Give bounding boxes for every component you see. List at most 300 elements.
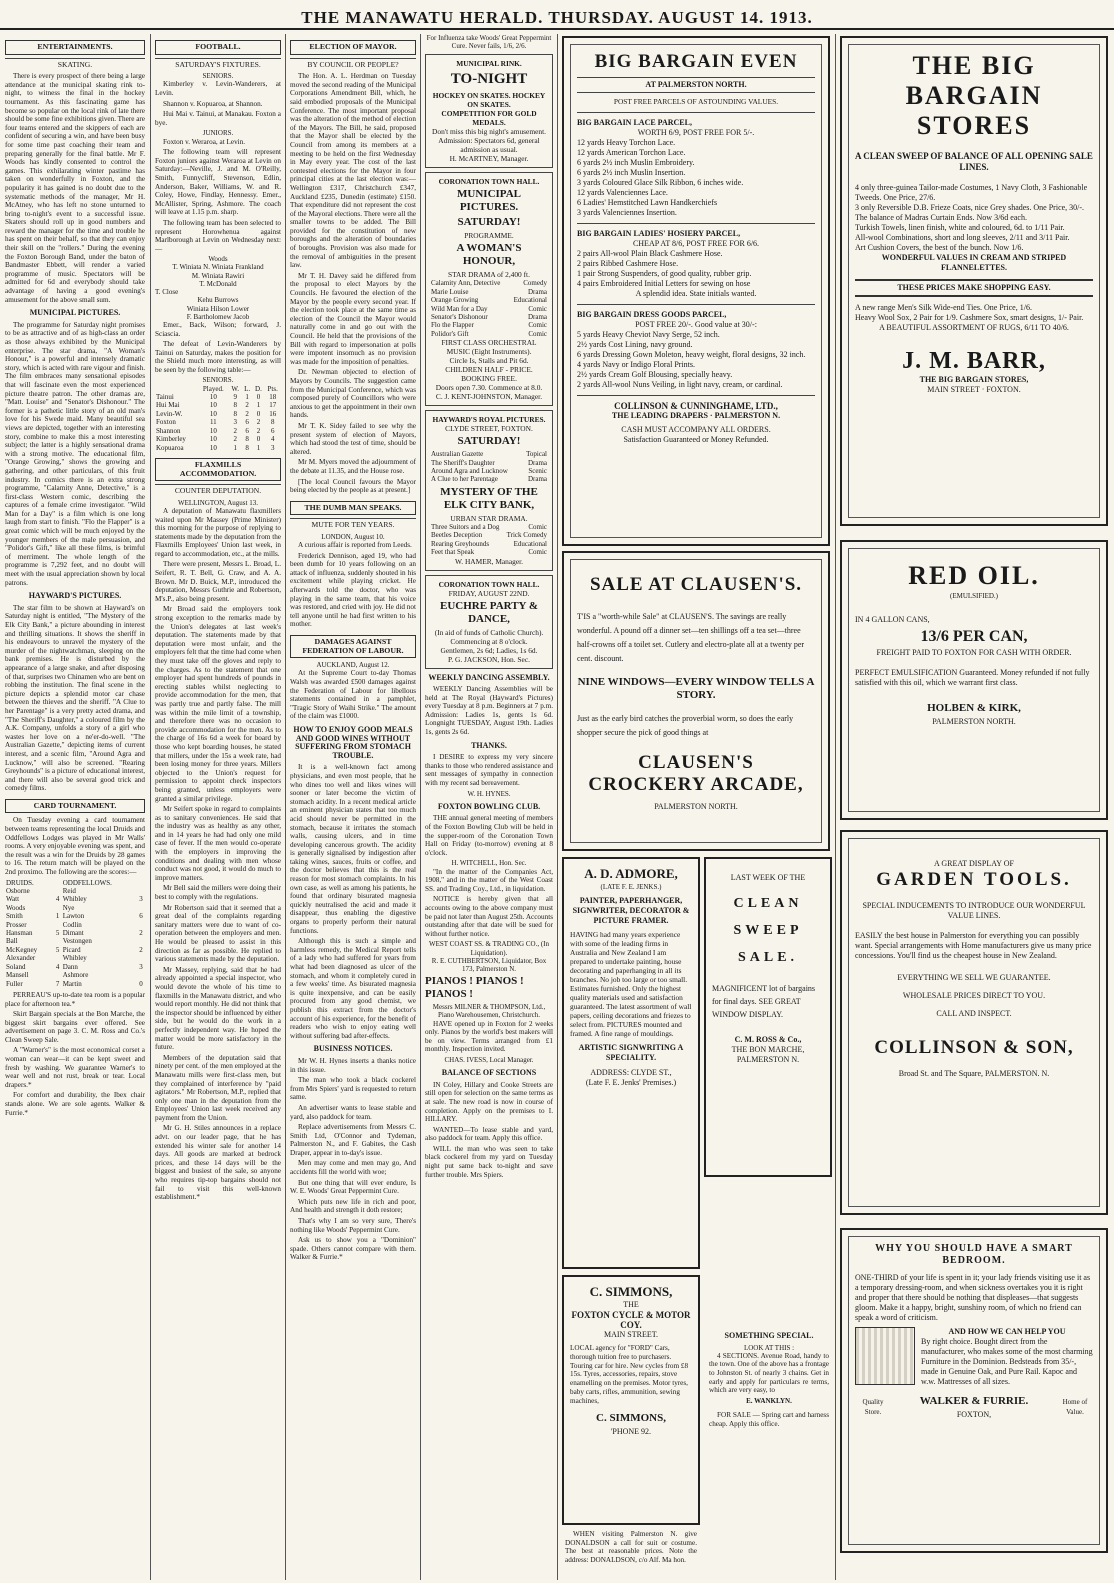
- article-text: There were present, Messrs L. Broad, L. Seifert, R. T. Bell, G. Craw, and A. A. Brown. Mr D. Buick, M.P., introduced the deputation, Messrs Guthrie and Robertson, M's.P., also being present.: [155, 560, 281, 603]
- ad-heading: HOCKEY ON SKATES. HOCKEY ON SKATES.: [432, 91, 546, 110]
- list-item: [430, 475, 548, 483]
- cell: [137, 954, 145, 962]
- standings-table: [155, 385, 281, 452]
- ad-heading: CORONATION TOWN HALL.: [438, 177, 540, 187]
- heading: THE DUMB MAN SPEAKS.: [290, 501, 416, 516]
- cell: Beetles Deception: [431, 531, 483, 540]
- cell: Orange Growing: [431, 296, 479, 305]
- cell: Mansell: [6, 971, 29, 980]
- ad-text: HAVE opened up in Foxton for 2 weeks only. Pianos by the world's best makers will be on view. Terms arranged from £1 monthly. Inspection invited.: [425, 1019, 553, 1054]
- article-text: Replace advertisements from Messrs C. Smith Ltd, O'Connor and Tydeman, Palmerston N., and F. Gabites, the Cash Draper, appear in to-day's issue.: [290, 1123, 416, 1157]
- cell: 1: [256, 401, 261, 410]
- ad-text: Just as the early bird catches the proverbial worm, so does the early shopper secure the pick of good things at: [577, 714, 794, 737]
- cell: 11: [209, 418, 217, 427]
- ad-text: Satisfaction Guaranteed or Money Refunded.: [623, 435, 769, 444]
- cell: [137, 921, 145, 929]
- ad-frame: [570, 559, 822, 843]
- cell: Whibley: [62, 895, 87, 904]
- ad-text: WANTED—To lease stable and yard, also paddock for team. Apply this office.: [425, 1125, 553, 1143]
- list-item: [430, 467, 548, 475]
- cell: Wild Man for a Day: [431, 304, 488, 313]
- ad-heading: PROGRAMME.: [464, 231, 514, 241]
- ad-text: ONE-THIRD of your life is spent in it; your lady friends visiting use it as a temporary dressing-room, and when sickness overtakes you it is right and proper that there should be nothing that displeases—that suggests gloom. Make it a happy, bright, sunshiny room, of which no friend can speak a word of criticism.: [855, 1273, 1091, 1322]
- ad-garden-tools: [840, 830, 1108, 1215]
- ad-title: MYSTERY OF THE ELK CITY BANK,: [440, 485, 538, 511]
- cell: Australian Gazette: [431, 450, 484, 459]
- cell: [54, 904, 62, 912]
- team-line: T. Winiata N. Winiata Frankland: [172, 263, 264, 272]
- article-text: The man who took a black cockerel from Mrs Spiers' yard is requested to return same.: [290, 1076, 416, 1102]
- ad-text: CASH MUST ACCOMPANY ALL ORDERS.: [621, 425, 771, 434]
- list-item: [430, 450, 548, 458]
- cell: [137, 937, 145, 945]
- article-text: Although this is such a simple and harmless remedy, the Medical Report tells of a lady who had suffered for years from what had been diagnosed as ulcer of the stomach, and whom it completely cured in a few weeks' time. As bisurated magnesia is quite inexpensive, and can be easily procured from any good chemist, we publish this extract from the doctor's account of his experience, for the benefit of readers who wish to enjoy eating well without suffering bad after-effects.: [290, 937, 416, 1040]
- heading: FLAXMILLS ACCOMMODATION.: [155, 458, 281, 481]
- cell: Smith: [6, 912, 23, 921]
- team-line: T. Close: [155, 288, 179, 297]
- heading: THANKS.: [471, 740, 507, 750]
- cell: 7: [55, 979, 60, 988]
- subheading: SATURDAY'S FIXTURES.: [155, 58, 281, 70]
- ad-signature: H. WITCHELL, Hon. Sec.: [451, 859, 527, 868]
- table-row: [155, 435, 281, 443]
- table-row: [5, 971, 145, 979]
- team-line: Kehu Burrows: [197, 296, 239, 305]
- cell: Comic: [528, 548, 547, 557]
- ad-frame: [848, 838, 1100, 1207]
- ad-text: HAVING had many years experience with some of the leading firms in Australia and New Zealand I am prepared to undertake painting, house decorating and paperhanging in all its branches. No job too large or too small. Estimates furnished. Only the highest quality materials used and satisfaction guaranteed. The latest assortment of wall papers, ceiling decorations and friezes to select from. PICTURES mounted and framed. A fine range of mouldings.: [570, 930, 692, 1038]
- cell: 2: [245, 409, 249, 418]
- programme-list: [430, 279, 548, 338]
- cell: Levin-W.: [156, 409, 183, 418]
- cell: 1: [256, 443, 261, 452]
- cell: Senator's Dishonour: [431, 313, 488, 322]
- dateline: LONDON, August 10.: [321, 532, 385, 541]
- heading: HAYWARD'S PICTURES.: [28, 591, 122, 601]
- article-text: The Hon. A. L. Herdman on Tuesday moved the second reading of the Municipal Corporations Amendment Bill, which, he said embodied proposals of the Municipal Conference. The most important proposal was the alteration of the method of election of the Mayors. The Bill, he said, proposed that the Mayor shall be elected by the Council from among its members at a meeting to be held on the first Wednesday in May every year. The cost of the last contested elections for the Mayor in four principal cities at the last election was:—Wellington £317, Christchurch £347, Auckland £235, Dunedin (estimate) £150. That expenditure did not represent the cost of the Mayoral elections. There were all the smaller towns to be added. The Bill provided for the constitution of new boroughs and the alteration of boundaries of boroughs. Provision was also made for the removal of ambiguities in the present law.: [290, 72, 416, 270]
- ad-heading: THE: [623, 1300, 639, 1309]
- cell: [54, 937, 62, 945]
- column-small-ads: [422, 34, 556, 1580]
- list-item: [430, 540, 548, 548]
- cell: 10: [209, 443, 217, 452]
- ad-heading: THESE PRICES MAKE SHOPPING EASY.: [855, 279, 1093, 297]
- table-row: [155, 418, 281, 426]
- ad-text: 4 SECTIONS. Avenue Road, handy to the town. One of the above has a frontage to Johnston St. of nearly 3 chains. Get in early and apply for particulars re terms, which are very easy, to: [709, 1351, 829, 1395]
- ad-title: MUNICIPAL PICTURES.: [457, 188, 521, 214]
- cell: 2: [139, 929, 143, 938]
- article-text: Mr G. H. Stiles announces in a replace advt. on our leader page, that he has extended his winter sale for another 14 days. All goods are marked at bedrock prices, and these 14 days will be the biggest and busiest of the sale, so anyone who requires tip-top bargains should not fail to visit this well-known establishment.*: [155, 1124, 281, 1202]
- cell: 4: [55, 962, 60, 971]
- article-text: The defeat of Levin-Wanderers by Tainui on Saturday, makes the position for the Shield much more interesting, as will be seen by the following table:—: [155, 340, 281, 374]
- cell: Educational: [513, 296, 547, 305]
- heading: WEEKLY DANCING ASSEMBLY.: [428, 672, 550, 682]
- ad-text: (Late F. E. Jenks' Premises.): [585, 1078, 677, 1087]
- cell: 10: [209, 409, 217, 418]
- article-text: Mr Massey, replying, said that he had already appointed a special inspector, who would devote the whole of his time to flaxmills in the Manawatu district, and who would report monthly. He did not think that the inspector should be influenced by either side, but he would do the work in a perfectly independent way. He hoped the matter would be more satisfactory in the future.: [155, 965, 281, 1052]
- ad-heading: AND HOW WE CAN HELP YOU: [948, 1327, 1066, 1336]
- article-text: Mr T. K. Sidey failed to see why the present system of election of Mayors, which had stood the test of time, should be altered.: [290, 421, 416, 456]
- article-text: An advertiser wants to lease stable and yard, also paddock for team.: [290, 1103, 416, 1121]
- list-item: [430, 321, 548, 329]
- ad-text: All-wool Combinations, short and long sleeves, 2/11 and 3/11 Pair.: [855, 233, 1070, 242]
- cell: Vestongen: [62, 937, 92, 946]
- heading: HOW TO ENJOY GOOD MEALS AND GOOD WINES WITHOUT SUFFERING FROM STOMACH TROUBLE.: [293, 724, 413, 760]
- cell: Topical: [526, 450, 547, 459]
- cell: 3: [270, 443, 275, 452]
- list-item: 12 yards Heavy Torchon Lace.: [577, 138, 676, 147]
- ad-text: T'IS a "worth-while Sale" at CLAUSEN'S. The savings are really wonderful. A pound off a dinner set—ten shillings off a tea set—three half-crowns off a toilet set. Cutlery and electro-plate all at a twenty per cent. discount.: [577, 612, 805, 663]
- article-text: The star film to be shown at Hayward's on Saturday night is entitled, "The Mystery of the Elk City Bank," a picture abounding in interest and thrilling situations. It shows the sheriff in his endeavours to unravel the mystery of the murder of the nightwatchman, sleeping on the bank premises. He is disturbed by the appearance of a large snake, and after disposing of that, surprises two Chinamen who are bent on robbing the institution. The final scene in the picture depicts a splendid motor car chase between the thieves and the sheriff. "A Clue to her Parentage" is a very pretty acted drama, and "The Sheriff's Daughter," a coloured film by the A.K. Company, unfolds a story of a girl who wastes her love on a ne'er-do-well. "The Australian Gazette," depicting items of current interest, and a scenic film, "Around Agra and Lucknow," will also be screened. "Rearing Greyhounds" is a picture of educational interest, and there will also be several good trick and comedy films.: [5, 603, 145, 793]
- cell: 2: [139, 945, 143, 954]
- cell: Hui Mai: [156, 401, 180, 410]
- table-row: [5, 921, 145, 929]
- ad-heading: POST FREE 20/-. Good value at 30/-:: [635, 320, 757, 329]
- cell: Codlin: [62, 920, 82, 929]
- ad-title: THE BIG BARGAIN STORES: [905, 51, 1043, 140]
- article-text: Mr W. H. Hynes inserts a thanks notice in this issue.: [290, 1056, 416, 1074]
- ad-heading: (LATE F. E. JENKS.): [600, 883, 662, 891]
- list-item: 6 yards 2½ inch Muslin Insertion.: [577, 168, 686, 177]
- cell: Calamity Ann, Detective: [431, 279, 501, 288]
- ad-signature: W. H. HYNES.: [467, 789, 511, 798]
- cell: Comic: [528, 304, 547, 313]
- ad-frame: [848, 1236, 1100, 1545]
- ad-text: PERFECT EMULSIFICATION Guaranteed. Money refunded if not fully satisfied with this oil, which we warrant first class.: [855, 668, 1090, 687]
- ad-admore: [562, 857, 700, 1269]
- cell: Reid: [62, 887, 76, 896]
- ad-heading: SPECIAL INDUCEMENTS TO INTRODUCE OUR WONDERFUL VALUE LINES.: [862, 901, 1086, 920]
- table-row: [5, 980, 145, 988]
- list-item: 12 yards Valenciennes Lace.: [577, 188, 668, 197]
- cell: 5: [55, 929, 60, 938]
- cell: 1: [55, 912, 60, 921]
- cell: Comic: [528, 329, 547, 338]
- cell: 10: [209, 435, 217, 444]
- article-text: Frederick Dennison, aged 19, who had been dumb for 10 years following on an attack of influenza, suddenly shouted in his excitement while playing cricket. He afterwards told the doctor, who was playing in the same team, that his voice was restored, and cried with joy. He did not tell anyone until he had first written to his mother.: [290, 551, 416, 629]
- list-item: 2½ yards Cream Golf Blousing, specially heavy.: [577, 370, 733, 379]
- article-text: It is a well-known fact among physicians, and even most people, that he who dines too well and likes wines will sooner or later become the victim of stomach acidity. In a recent medical article an eminent physician states that too much acid should never be permitted in the stomach, because it irritates the stomach walls, causing ulcers, and in time developing cancerous growth. The acidity is generally signalised by indigestion after taking wines, sauces, fruits or coffee, and the doctor believes that this is the real reason for most stomach complaints. In his own case, as well as among his patients, he found that ordinary bisurated magnesia quickly neutralised the acid and made it disappear, thus enabling the digestive organs to properly perform their natural functions.: [290, 763, 416, 935]
- article-text: Ask us to show you a "Dominion" spade. Others cannot compare with them. Walker & Furrie.*: [290, 1236, 416, 1262]
- ad-signature: H. McARTNEY, Manager.: [449, 154, 529, 164]
- article-text: Mr Seifert spoke in regard to complaints as to sanitary conveniences. He said that the industry was as healthy as any other, and in 14 years he had had only one mild case of fever. If the men would co-operate with the employers in improving the conditions and dealing with men whose conduct was not good, it would do much to improve matters.: [155, 805, 281, 882]
- ad-title: C. SIMMONS,: [596, 1411, 666, 1424]
- ad-text: MAGNIFICENT lot of bargains for final days. SEE GREAT WINDOW DISPLAY.: [712, 984, 816, 1019]
- table-header: Pts.: [267, 384, 278, 393]
- ad-text: By right choice. Bought direct from the manufacturer, who makes some of the most charming Furniture in the Dominion. Bedsteads from 35/-, made in Genuine Oak, and Pure Rail. Kapoc and w.w. Mattresses of all sizes.: [921, 1337, 1093, 1386]
- cell: 0: [139, 979, 143, 988]
- list-item: 6 yards 2½ inch Muslin Embroidery.: [577, 158, 695, 167]
- ad-heading: STAR DRAMA of 2,400 ft.: [448, 270, 530, 280]
- table-row: [155, 410, 281, 418]
- cell: Drama: [527, 458, 547, 467]
- article-text: The following team will represent Foxton juniors against Weraroa at Levin on Saturday:—Neville, J. and M. O'Reilly, Smith, Funnycliff, Stevenson, Edlin, Anderson, Baker, Williams, W. and R. Coley, Howe, Findlay, Hennessy. Emer., McAllister, Spring, Ashmore. The coach will leave at 1.15 p.m. sharp.: [155, 148, 281, 217]
- table-row: [5, 963, 145, 971]
- article-text: Mr Broad said the employers took strong exception to the remarks made by the Union's delegates at last week's deputation. The statements made by that deputation were most unfair, and the employers felt that the time had come when they must take off the gloves and reply to the charges. As to the statement that one employer had spent hundreds of pounds in erecting stables whilst neglecting to provide accommodation for the men, that was partly true and partly false. The mill was within the mile limit of a township, and therefore there was no occasion to provide accommodation for the men. As to the charge of 16s 6d a week for board by those who kept boarding houses, he stated that millers, under the 15s a week rate, had been losing money for three years. Millers objected to the Union's request for permission to appoint check inspectors being granted, unless employers were granted a similar privilege.: [155, 605, 281, 803]
- ad-firm: WALKER & FURRIE.: [919, 1395, 1029, 1407]
- ad-heading: (EMULSIFIED.): [949, 592, 999, 600]
- cell: [137, 887, 145, 895]
- list-item: 4 pairs Embroidered Initial Letters for sewing on hose: [577, 279, 751, 288]
- ad-text: FREIGHT PAID TO FOXTON FOR CASH WITH ORDER.: [876, 648, 1072, 657]
- heading: FOXTON BOWLING CLUB.: [437, 801, 541, 811]
- cell: 18: [269, 393, 277, 402]
- ad-text: "In the matter of the Companies Act, 1908," and in the matter of the West Coast SS. and Trading Coy., Ltd., in liquidation.: [425, 867, 553, 893]
- heading: ELECTION OF MAYOR.: [290, 40, 416, 55]
- article-text: Mr T. H. Davey said he differed from the proposal to elect Mayors by the Councils. He favoured the election of the Mayor by the people every second year. If the election took place at the same time as election of the Council the Mayor would naturally come in and go out with the Council. He held that the provisions of the Bill with regard to impersonation at polls were impotent insomuch as no provision was made for the imposition of penalties.: [290, 271, 416, 366]
- ad-firm: THE BIG BARGAIN STORES,: [919, 375, 1029, 384]
- ad-footer: [855, 1393, 1093, 1420]
- ad-text: Quality Store.: [862, 1397, 884, 1416]
- cell: Dimant: [62, 929, 84, 938]
- ad-signature: W. HAMER, Manager.: [454, 556, 524, 566]
- subheading: BY COUNCIL OR PEOPLE?: [290, 58, 416, 70]
- list-item: 6 Ladies' Hemstitched Lawn Handkerchiefs: [577, 198, 718, 207]
- cell: 2: [233, 435, 237, 444]
- cell: 4: [270, 435, 275, 444]
- cell: 8: [233, 401, 237, 410]
- ad-text: A new range Men's Silk Wide-end Ties. One Price, 1/6.: [855, 303, 1032, 312]
- cell: [54, 954, 62, 962]
- cell: Ashmore: [62, 971, 89, 980]
- column-rule: [557, 34, 558, 1580]
- table-header: DRUIDS.: [6, 878, 34, 887]
- ad-euchre: [425, 575, 553, 669]
- table-row: [5, 929, 145, 937]
- table-row: [155, 393, 281, 401]
- ad-heading: BIG BARGAIN LADIES' HOSIERY PARCEL,: [577, 229, 741, 238]
- heading: BUSINESS NOTICES.: [313, 1044, 393, 1054]
- ad-title: A. D. ADMORE,: [584, 866, 678, 881]
- subheading: MUTE FOR TEN YEARS.: [290, 518, 416, 530]
- ad-text: A BEAUTIFUL ASSORTMENT OF RUGS, 6/11 TO 40/6.: [879, 323, 1069, 332]
- ad-title: A WOMAN'S HONOUR,: [456, 242, 522, 268]
- subheading: COUNTER DEPUTATION.: [155, 484, 281, 496]
- cell: Nye: [62, 903, 75, 912]
- cell: [54, 887, 62, 895]
- ad-heading: POST FREE PARCELS OF ASTOUNDING VALUES.: [613, 97, 779, 106]
- ad-frame: [570, 44, 822, 538]
- cell: 0: [256, 393, 261, 402]
- team-line: F. Bartholomew Jacob: [186, 312, 250, 321]
- cell: Flo the Flapper: [431, 321, 474, 330]
- ad-text: Home of Value.: [1062, 1397, 1088, 1416]
- verse: Men may come and men may go, And accidents fill the world with woe;: [290, 1159, 416, 1177]
- table-row: [155, 427, 281, 435]
- cell: 5: [55, 945, 60, 954]
- cell: Dann: [62, 962, 78, 971]
- cell: Comedy: [523, 279, 547, 288]
- ad-firm: THE BON MARCHE,: [731, 1045, 805, 1054]
- ad-title: CLEAN: [733, 896, 803, 911]
- dateline: AUCKLAND, August 12.: [316, 661, 390, 670]
- ad-heading: ARTISTIC SIGNWRITING A SPECIALITY.: [578, 1043, 684, 1062]
- cell: 10: [209, 401, 217, 410]
- heading: MUNICIPAL PICTURES.: [29, 308, 121, 318]
- ad-title: SATURDAY!: [457, 216, 521, 229]
- cell: Ball: [6, 937, 18, 946]
- article-text: Foxton v. Weraroa, at Levin.: [163, 137, 246, 146]
- ad-text: LOCAL agency for "FORD" Cars, thorough tuition free to purchasers. Touring car for hire. New cycles from £8 15s. Tyres, accessories, repairs, stove enamelling on the premises. Motor tyres, baby carts, rifles, ammunition, sewing machines,: [570, 1344, 689, 1405]
- article-text: Emer., Back, Wilson; forward, J. Sciascia.: [155, 320, 281, 338]
- table-header: [155, 385, 198, 393]
- ad-firm: Broad St. and The Square, PALMERSTON. N.: [898, 1069, 1050, 1078]
- ad-text: Messrs MILNER & THOMPSON, Ltd.,: [432, 1003, 546, 1012]
- subheading: JUNIORS.: [202, 129, 234, 138]
- cell: McKegney: [6, 945, 38, 954]
- ad-text: THE annual general meeting of members of the Foxton Bowling Club will be held in the supper-room of the Coronation Town Hall on Friday (to-morrow) evening at 8 o'clock.: [425, 814, 553, 857]
- article-text: A "Warner's" is the most economical corset a woman can wear—it can be kept sweet and fresh by washing. We guarantee Warner's to wear well and not rust, break or tear. Local drapers.*: [5, 1046, 145, 1089]
- ad-heading: CORONATION TOWN HALL.: [438, 579, 540, 589]
- table-header: Played.: [202, 384, 224, 393]
- ad-text: Heavy Wool Sox, 2 Pair for 1/9. Cashmere Sox, smart designs, 1/- Pair.: [855, 313, 1084, 322]
- cell: Educational: [513, 539, 547, 548]
- article-text: A deputation of Manawatu flaxmillers waited upon Mr Massey (Prime Minister) this morning for the purpose of replying to statements made by the deputation from the Flaxmills Employees' Union last week, in regard to accommodation, etc., at the mills.: [155, 506, 281, 558]
- ad-firm: J. M. BARR,: [902, 348, 1046, 374]
- ad-text: WEEKLY Dancing Assemblies will be held at The Royal (Hayward's Pictures) every Tuesday at 8 p.m. Beginners at 7 p.m. Admission: Ladies 1s, gents 1s 6d. Longnight TUESDAY, August 19th. Ladies 1s, gents 2s 6d.: [425, 685, 553, 737]
- ad-text: IN Coley, Hillary and Cooke Streets are still open for selection on the same terms as at sale. The new road is now in course of completion. Apply on the premises to I. HILLARY.: [425, 1080, 553, 1124]
- ad-price: 13/6 PER CAN,: [920, 628, 1028, 645]
- column-election: [287, 34, 419, 1580]
- list-item: [430, 330, 548, 338]
- table-header: D.: [255, 384, 262, 393]
- article-text: PERREAU'S up-to-date tea room is a popular place for afternoon tea.*: [5, 990, 145, 1008]
- cell: [137, 971, 145, 979]
- ad-heading: CLYDE STREET, FOXTON.: [445, 424, 533, 434]
- cell: Hansman: [6, 929, 33, 938]
- list-item: 2 pairs All-wool Plain Black Cashmere Hose.: [577, 249, 723, 258]
- list-item: 1 pair Strong Suspenders, of good quality, rubber grip.: [577, 269, 752, 278]
- column-rule: [420, 34, 421, 1580]
- ad-signature: R. E. CUTHBERTSON, Liquidator, Box 173, Palmerston N.: [431, 956, 547, 973]
- ad-frame: [848, 44, 1100, 518]
- list-item: [430, 313, 548, 321]
- article-text: Skirt Bargain specials at the Bon Marche, the biggest skirt bargains ever offered. See advertisement on page 3. C. M. Ross and Co.'s Clean Sweep Sale.: [5, 1010, 145, 1044]
- cell: 3: [139, 962, 143, 971]
- programme-list: [430, 523, 548, 557]
- ad-municipal-pictures: [425, 172, 553, 406]
- list-item: [430, 523, 548, 531]
- cell: Fuller: [6, 979, 23, 988]
- ad-text: IN 4 GALLON CANS,: [855, 615, 930, 624]
- cell: Trick Comedy: [506, 531, 547, 540]
- cell: Martin: [62, 979, 82, 988]
- ad-text: PALMERSTON NORTH.: [654, 802, 738, 811]
- cell: Rearing Greyhounds: [431, 539, 490, 548]
- ad-heading: LAST WEEK OF THE: [730, 873, 806, 882]
- ad-heading: CHEAP AT 8/6, POST FREE FOR 6/6.: [632, 239, 760, 248]
- heading: BALANCE OF SECTIONS: [441, 1068, 537, 1078]
- heading: DAMAGES AGAINST FEDERATION OF LABOUR.: [290, 635, 416, 658]
- article-text: The following team has been selected to represent Horowhenua against Marlborough at Levin on Wednesday next:—: [155, 218, 281, 253]
- cell: Shannon: [156, 426, 181, 435]
- ad-text: WILL the man who was seen to take black cockerel from my yard on Tuesday night put same back to-night and save further trouble. Mrs Spiers.: [425, 1144, 553, 1179]
- cell: 8: [245, 443, 249, 452]
- heading: ENTERTAINMENTS.: [5, 40, 145, 55]
- cell: Tainui: [156, 393, 174, 402]
- ad-firm: THE LEADING DRAPERS · PALMERSTON N.: [611, 411, 781, 420]
- cell: [54, 971, 62, 979]
- cell: 1: [233, 443, 237, 452]
- list-item: 3 yards Valenciennes Insertion.: [577, 208, 677, 217]
- table-header: L.: [244, 384, 251, 393]
- table-row: [5, 912, 145, 920]
- team-line: T. McDonald: [199, 279, 237, 288]
- cell: Kimberley: [156, 435, 186, 444]
- cell: 1: [245, 393, 249, 402]
- cell: 2: [233, 426, 237, 435]
- ad-signature: P. G. JACKSON, Hon. Sec.: [448, 654, 530, 664]
- cell: 6: [270, 426, 275, 435]
- ad-firm-block: [920, 1393, 1028, 1420]
- column-rule: [835, 34, 836, 1580]
- ad-heading: FRIDAY, AUGUST 22ND.: [448, 588, 530, 598]
- ad-text: WHOLESALE PRICES DIRECT TO YOU.: [902, 991, 1046, 1000]
- ad-text: EASILY the best house in Palmerston for everything you can possibly want. Special arrangements with Home manufacturers give us many price concessions. You'll find us the cheapest house in New Zealand.: [855, 931, 1092, 960]
- cell: 6: [139, 912, 143, 921]
- cell: Prosser: [6, 920, 27, 929]
- ad-text: NOTICE is hereby given that all accounts owing to the above company must be paid not later than August 25th. Accounts outstanding after that date will be sued for without further notice.: [425, 895, 553, 938]
- list-item: 6 yards Dressing Gown Moleton, heavy weight, floral designs, 32 inch.: [577, 350, 806, 359]
- ad-heading: HAYWARD'S ROYAL PICTURES.: [432, 415, 546, 425]
- team-line: M. Winiata Rawiri: [191, 271, 245, 280]
- ad-clausens: [562, 551, 830, 851]
- cell: Scenic: [528, 467, 547, 476]
- article-text: On Tuesday evening a card tournament between teams representing the local Druids and Oddfellows Lodges was played in Mr Walls' rooms. A very enjoyable evening was spent, and the result was a win for the Druids by 28 games to 16. The return match will be played on the 2nd proximo. The following are the scores:—: [5, 816, 145, 877]
- list-item: [430, 459, 548, 467]
- ad-signature: C. J. KENT-JOHNSTON, Manager.: [435, 392, 543, 402]
- table-row: [5, 954, 145, 962]
- bedstead-illustration: [855, 1327, 915, 1385]
- ad-text: 3 only Reversible D.B. Frieze Coats, nice Grey shades. One Price, 30/-.: [855, 203, 1085, 212]
- table-row: [155, 444, 281, 452]
- ad-heading: A CLEAN SWEEP OF BALANCE OF ALL OPENING SALE LINES.: [855, 151, 1093, 172]
- ad-title: NINE WINDOWS—EVERY WINDOW TELLS A STORY.: [577, 676, 815, 701]
- list-item: [430, 279, 548, 287]
- cell: 6: [245, 418, 249, 427]
- cell: 0: [256, 435, 261, 444]
- list-item: 2½ yards Cost Lining, navy ground.: [577, 340, 693, 349]
- list-item: [430, 531, 548, 539]
- article-text: Shannon v. Kopuaroa, at Shannon.: [163, 99, 263, 108]
- cell: [54, 921, 62, 929]
- cell: Woods: [6, 903, 26, 912]
- ad-text: CALL AND INSPECT.: [936, 1009, 1012, 1018]
- article-text: Mr Robertson said that it seemed that a great deal of the complaints regarding sanitary matters were due to want of co-operation between the employers and men. He would be pleased to assist in this direction as far as possible. He replied to various statements made by the deputation.: [155, 903, 281, 964]
- ad-simmons: [562, 1275, 700, 1525]
- ad-big-bargain-even: [562, 36, 830, 546]
- ad-frame: [848, 548, 1100, 812]
- cell: 10: [209, 426, 217, 435]
- ad-text: Gentlemen, 2s 6d; Ladies, 1s 6d.: [440, 645, 538, 655]
- ad-firm: PALMERSTON N.: [736, 1055, 800, 1064]
- article-text: Mr M. Myers moved the adjournment of the debate at 11.35, and the House rose.: [290, 458, 416, 475]
- column-entertainments: [2, 34, 148, 1580]
- ad-title: WHY YOU SHOULD HAVE A SMART BEDROOM.: [875, 1243, 1073, 1266]
- ad-text: Turkish Towels, linen finish, white and coloured, 6d. to 1/11 Pair.: [855, 223, 1065, 232]
- ad-text: Doors open 7.30. Commence at 8.0.: [435, 383, 543, 393]
- article-text: At the Supreme Court to-day Thomas Walsh was awarded £500 damages against the Federation of Labour for libellous statements contained in a pamphlet, "Tragic Story of Waihi Strike." The amount of the claim was £1000.: [290, 669, 416, 721]
- cell: Three Suitors and a Dog: [431, 522, 500, 531]
- ad-heading: WORTH 6/9, POST FREE FOR 5/-.: [637, 128, 755, 137]
- ad-municipal-rink: [425, 54, 553, 168]
- cell: 10: [209, 393, 217, 402]
- cell: Feet that Speak: [431, 548, 475, 557]
- table-header: ODDFELLOWS.: [62, 878, 112, 887]
- list-item: 5 yards Heavy Cheviot Navy Serge, 52 inch.: [577, 330, 720, 339]
- subheading: SKATING.: [5, 58, 145, 70]
- ad-title: SATURDAY!: [457, 435, 521, 448]
